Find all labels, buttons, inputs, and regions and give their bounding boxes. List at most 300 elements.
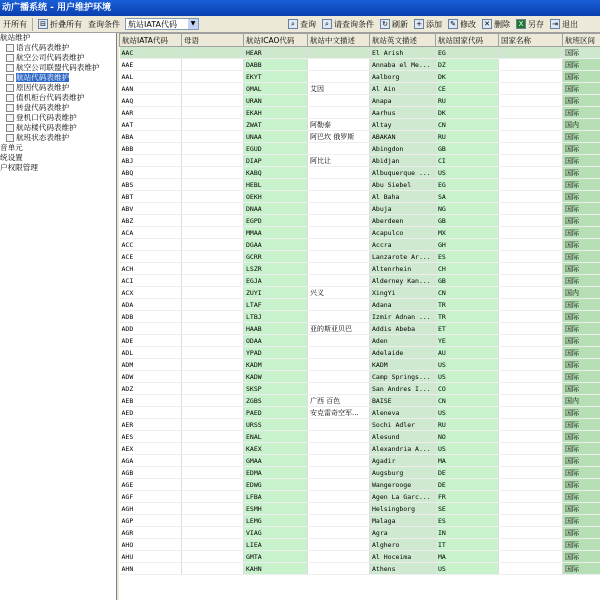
table-cell [308,335,370,347]
table-row[interactable] [120,167,600,179]
table-cell [499,311,563,323]
table-cell: PAED [244,407,308,419]
table-cell [499,191,563,203]
sidebar-item[interactable] [0,163,116,173]
table-cell: OEKH [244,191,308,203]
table-cell: Aleneva [370,407,436,419]
table-cell [308,107,370,119]
toolbar [0,16,600,33]
table-cell [182,47,244,59]
table-cell: AGB [120,467,182,479]
table-cell: CN [436,395,499,407]
exit-button[interactable]: ⇥ 退出 [547,17,581,32]
table-cell: GB [436,143,499,155]
table-cell: 国内 [563,119,600,131]
table-cell: TR [436,311,499,323]
table-cell [308,299,370,311]
table-cell: Augsburg [370,467,436,479]
tree-node-icon [6,44,14,52]
sidebar-item-label: 航班状态表维护 [16,133,70,142]
table-row[interactable] [120,59,600,71]
table-row[interactable] [120,215,600,227]
chevron-down-icon: ▼ [188,19,198,29]
table-cell: AGE [120,479,182,491]
tree-node-icon [6,94,14,102]
table-cell: 国际 [563,323,600,335]
table-cell: GMAA [244,455,308,467]
sidebar-item[interactable] [0,83,116,93]
table-cell [182,191,244,203]
table-cell: 国际 [563,107,600,119]
table-cell: VIAG [244,527,308,539]
table-cell [308,71,370,83]
table-cell: KAHN [244,563,308,575]
sidebar-item[interactable] [0,73,116,83]
column-header[interactable]: 航班区间 [563,34,600,47]
table-cell: 国际 [563,527,600,539]
table-cell: GMTA [244,551,308,563]
expand-all-label: 开所有 [3,19,27,29]
column-header[interactable]: 国家名称 [499,34,563,47]
table-cell [182,419,244,431]
query-button[interactable]: ⌕ 查询 [285,17,319,32]
table-cell: DK [436,71,499,83]
table-row[interactable] [120,239,600,251]
table-cell [499,527,563,539]
table-cell [308,515,370,527]
table-cell: Alghero [370,539,436,551]
table-cell: OMAL [244,83,308,95]
sidebar-item-label: 统设置 [0,153,23,162]
sidebar-item[interactable] [0,53,116,63]
table-row[interactable] [120,395,600,407]
sidebar-item-label: 登机口代码表维护 [16,113,77,122]
table-cell [499,239,563,251]
table-cell: XingYi [370,287,436,299]
table-row[interactable] [120,515,600,527]
collapse-all-button[interactable] [35,17,85,32]
table-cell [499,479,563,491]
table-cell: CH [436,263,499,275]
table-cell: Al Hoceima [370,551,436,563]
table-cell [499,107,563,119]
table-cell [499,179,563,191]
table-row[interactable] [120,119,600,131]
table-row[interactable] [120,347,600,359]
table-cell [182,59,244,71]
clear-query-button[interactable]: ⌕ 请查询条件 [319,17,377,32]
table-row[interactable] [120,179,600,191]
table-cell [182,71,244,83]
sidebar-item-label: 户权限管理 [0,163,38,172]
table-cell: CI [436,155,499,167]
sidebar-item-label: 航站楼代码表维护 [16,123,77,132]
table-row[interactable] [120,83,600,95]
table-cell: LFBA [244,491,308,503]
table-cell: Izmir Adnan ... [370,311,436,323]
table-cell [499,359,563,371]
table-cell: MX [436,227,499,239]
table-cell [182,287,244,299]
table-cell: AEB [120,395,182,407]
table-cell: EKYT [244,71,308,83]
table-cell: Acapulco [370,227,436,239]
table-cell: DGAA [244,239,308,251]
table-row[interactable] [120,467,600,479]
table-cell: 国际 [563,167,600,179]
table-row[interactable] [120,263,600,275]
table-cell: Helsingborg [370,503,436,515]
table-cell [308,47,370,59]
table-cell: MMAA [244,227,308,239]
table-row[interactable] [120,455,600,467]
table-cell: Lanzarote Ar... [370,251,436,263]
table-cell: Altenrhein [370,263,436,275]
delete-icon: ✕ [482,19,492,29]
table-cell: ABAKAN [370,131,436,143]
excel-icon: X [516,19,526,29]
table-row[interactable] [120,287,600,299]
table-cell [308,311,370,323]
table-cell: 国际 [563,263,600,275]
table-cell [308,563,370,575]
collapse-icon: ⊟ [38,19,48,29]
table-cell: AEX [120,443,182,455]
table-cell: GB [436,215,499,227]
table-row[interactable] [120,479,600,491]
table-cell [182,323,244,335]
table-cell [499,335,563,347]
table-cell: 国际 [563,467,600,479]
table-cell [308,143,370,155]
table-cell: EGJA [244,275,308,287]
table-row[interactable] [120,143,600,155]
table-cell: ABQ [120,167,182,179]
query-field-select[interactable] [125,18,199,30]
table-row[interactable] [120,527,600,539]
table-cell [308,239,370,251]
table-cell: AGR [120,527,182,539]
column-header[interactable]: 航站ICAO代码 [244,34,308,47]
table-cell: Alexandria A... [370,443,436,455]
table-cell [308,467,370,479]
query-condition-label: 查询条件 [88,19,120,29]
table-cell: Camp Springs... [370,371,436,383]
table-cell: Accra [370,239,436,251]
table-cell: AES [120,431,182,443]
table-cell: 国际 [563,431,600,443]
table-cell: Abidjan [370,155,436,167]
table-cell [499,395,563,407]
sidebar-item-label: 转盘代码表维护 [16,103,70,112]
sidebar-item[interactable] [0,43,116,53]
table-row[interactable] [120,71,600,83]
table-row[interactable] [120,335,600,347]
table-cell: 国际 [563,215,600,227]
table-row[interactable] [120,299,600,311]
table-cell [308,227,370,239]
table-cell [499,71,563,83]
table-cell: Abu Siebel [370,179,436,191]
table-cell: 阿巴坎 俄罗斯 [308,131,370,143]
table-cell: 国际 [563,251,600,263]
table-row[interactable] [120,203,600,215]
sidebar-item[interactable] [0,143,116,153]
table-row[interactable] [120,95,600,107]
table-cell [182,479,244,491]
table-row[interactable] [120,323,600,335]
add-button[interactable]: + 添加 [411,17,445,32]
table-cell: 国际 [563,311,600,323]
collapse-all-label: 折叠所有 [50,19,82,29]
table-cell [182,527,244,539]
table-cell [308,59,370,71]
table-cell: US [436,371,499,383]
table-cell: ZWAT [244,119,308,131]
table-cell: ZGBS [244,395,308,407]
column-header[interactable]: 航站英文描述 [370,34,436,47]
table-cell: Abingdon [370,143,436,155]
table-cell: 安克雷奇空军... [308,407,370,419]
table-cell: EDMA [244,467,308,479]
sidebar-item[interactable] [0,133,116,143]
table-row[interactable] [120,311,600,323]
table-cell: Malaga [370,515,436,527]
table-cell [182,143,244,155]
table-cell [308,359,370,371]
table-cell [182,275,244,287]
table-cell [499,419,563,431]
table-cell [308,431,370,443]
table-cell [308,251,370,263]
table-row[interactable] [120,539,600,551]
table-cell: RU [436,131,499,143]
table-row[interactable] [120,371,600,383]
table-cell: TR [436,299,499,311]
table-cell: EG [436,47,499,59]
table-row[interactable] [120,251,600,263]
table-cell: RU [436,419,499,431]
table-cell: MA [436,455,499,467]
table-cell [182,263,244,275]
table-cell: Wangerooge [370,479,436,491]
table-row[interactable] [120,107,600,119]
tree-node-icon [6,114,14,122]
table-cell [308,191,370,203]
table-cell: San Andres I... [370,383,436,395]
table-cell: KABQ [244,167,308,179]
table-cell: LIEA [244,539,308,551]
table-cell: Aalborg [370,71,436,83]
save-as-button[interactable]: X 另存 [513,17,547,32]
tree-node-icon [6,84,14,92]
tree-node-icon [6,104,14,112]
column-header[interactable]: 母语 [182,34,244,47]
table-row[interactable] [120,503,600,515]
table-cell [308,479,370,491]
table-cell: EDWG [244,479,308,491]
table-cell: 国际 [563,359,600,371]
table-cell: NG [436,203,499,215]
table-row[interactable] [120,155,600,167]
table-cell [182,203,244,215]
table-cell [182,347,244,359]
table-cell: Aarhus [370,107,436,119]
table-cell: IT [436,539,499,551]
table-cell [499,323,563,335]
sidebar-item[interactable] [0,63,116,73]
table-cell [499,455,563,467]
table-cell: ADW [120,371,182,383]
table-cell: LSZR [244,263,308,275]
table-cell [499,47,563,59]
table-cell: US [436,563,499,575]
table-cell [182,467,244,479]
table-cell: Addis Abeba [370,323,436,335]
table-row[interactable] [120,419,600,431]
table-cell [182,167,244,179]
table-row[interactable] [120,275,600,287]
table-row[interactable] [120,191,600,203]
table-cell: LTAF [244,299,308,311]
tree-node-icon [6,124,14,132]
sidebar-item[interactable] [0,103,116,113]
table-row[interactable] [120,131,600,143]
sidebar-item[interactable] [0,33,116,43]
refresh-button[interactable]: ↻ 刷新 [377,17,411,32]
table-cell: 国际 [563,299,600,311]
table-cell: HEAR [244,47,308,59]
table-cell [182,443,244,455]
table-row[interactable] [120,431,600,443]
column-header[interactable]: 航站IATA代码 [120,34,182,47]
sidebar-item-label: 音单元 [0,143,23,152]
table-cell: AGF [120,491,182,503]
sidebar-item[interactable] [0,93,116,103]
sidebar-item[interactable] [0,123,116,133]
table-cell: 国际 [563,419,600,431]
edit-button[interactable]: ✎ 修改 [445,17,479,32]
table-row[interactable] [120,551,600,563]
table-cell [499,263,563,275]
table-row[interactable] [120,47,600,59]
table-cell [182,95,244,107]
table-cell [308,491,370,503]
table-cell: 亚的斯亚贝巴 [308,323,370,335]
table-cell: ACX [120,287,182,299]
table-cell: FR [436,491,499,503]
table-cell: 国际 [563,563,600,575]
table-cell [499,83,563,95]
table-cell [308,215,370,227]
table-row[interactable] [120,491,600,503]
add-icon: + [414,19,424,29]
table-cell: ADE [120,335,182,347]
table-cell: UNAA [244,131,308,143]
table-cell: 国际 [563,383,600,395]
query-field-value: 航站IATA代码 [128,19,177,29]
table-cell: 国际 [563,275,600,287]
table-cell: 国际 [563,539,600,551]
table-cell: DABB [244,59,308,71]
table-cell [308,527,370,539]
table-header [120,34,600,47]
table-cell: LEMG [244,515,308,527]
table-cell [182,359,244,371]
table-cell: 国际 [563,227,600,239]
table-cell: KADM [370,359,436,371]
table-cell [499,131,563,143]
table-cell: Altay [370,119,436,131]
table-row[interactable] [120,407,600,419]
table-cell: AAQ [120,95,182,107]
table-cell: 国内 [563,395,600,407]
table-cell: GB [436,275,499,287]
edit-icon: ✎ [448,19,458,29]
table-cell [308,275,370,287]
table-cell [308,167,370,179]
table-cell [499,119,563,131]
table-cell: ABS [120,179,182,191]
table-cell: ES [436,251,499,263]
table-row[interactable] [120,563,600,575]
table-cell [499,347,563,359]
table-cell: Anapa [370,95,436,107]
table-cell [499,95,563,107]
sidebar-item-label: 航站维护 [0,33,31,42]
table-cell: 国际 [563,155,600,167]
sidebar-item[interactable] [0,153,116,163]
table-cell [308,263,370,275]
table-cell: Albuquerque ... [370,167,436,179]
table-cell: EGUD [244,143,308,155]
table-cell [182,239,244,251]
table-cell: 国际 [563,455,600,467]
table-row[interactable] [120,443,600,455]
table-cell: 国际 [563,71,600,83]
table-cell: URAN [244,95,308,107]
table-cell: SKSP [244,383,308,395]
table-cell: ABV [120,203,182,215]
table-cell: DIAP [244,155,308,167]
table-cell [308,419,370,431]
table-cell: 国际 [563,95,600,107]
table-row[interactable] [120,383,600,395]
column-header[interactable]: 航站国家代码 [436,34,499,47]
table-cell: 国际 [563,551,600,563]
table-cell: CO [436,383,499,395]
sidebar-item[interactable] [0,113,116,123]
refresh-icon: ↻ [380,19,390,29]
table-cell: ABZ [120,215,182,227]
table-cell: Agra [370,527,436,539]
table-cell: AAC [120,47,182,59]
column-header[interactable]: 航站中文描述 [308,34,370,47]
table-row[interactable] [120,359,600,371]
table-row[interactable] [120,227,600,239]
table-cell [182,503,244,515]
delete-button[interactable]: ✕ 删除 [479,17,513,32]
table-cell [182,107,244,119]
table-cell: Agen La Garc... [370,491,436,503]
table-cell: DZ [436,59,499,71]
table-cell [308,443,370,455]
table-cell: 广西 百色 [308,395,370,407]
airport-table [119,33,600,575]
table-cell [499,563,563,575]
expand-all-button[interactable] [0,17,30,32]
table-cell: LTBJ [244,311,308,323]
